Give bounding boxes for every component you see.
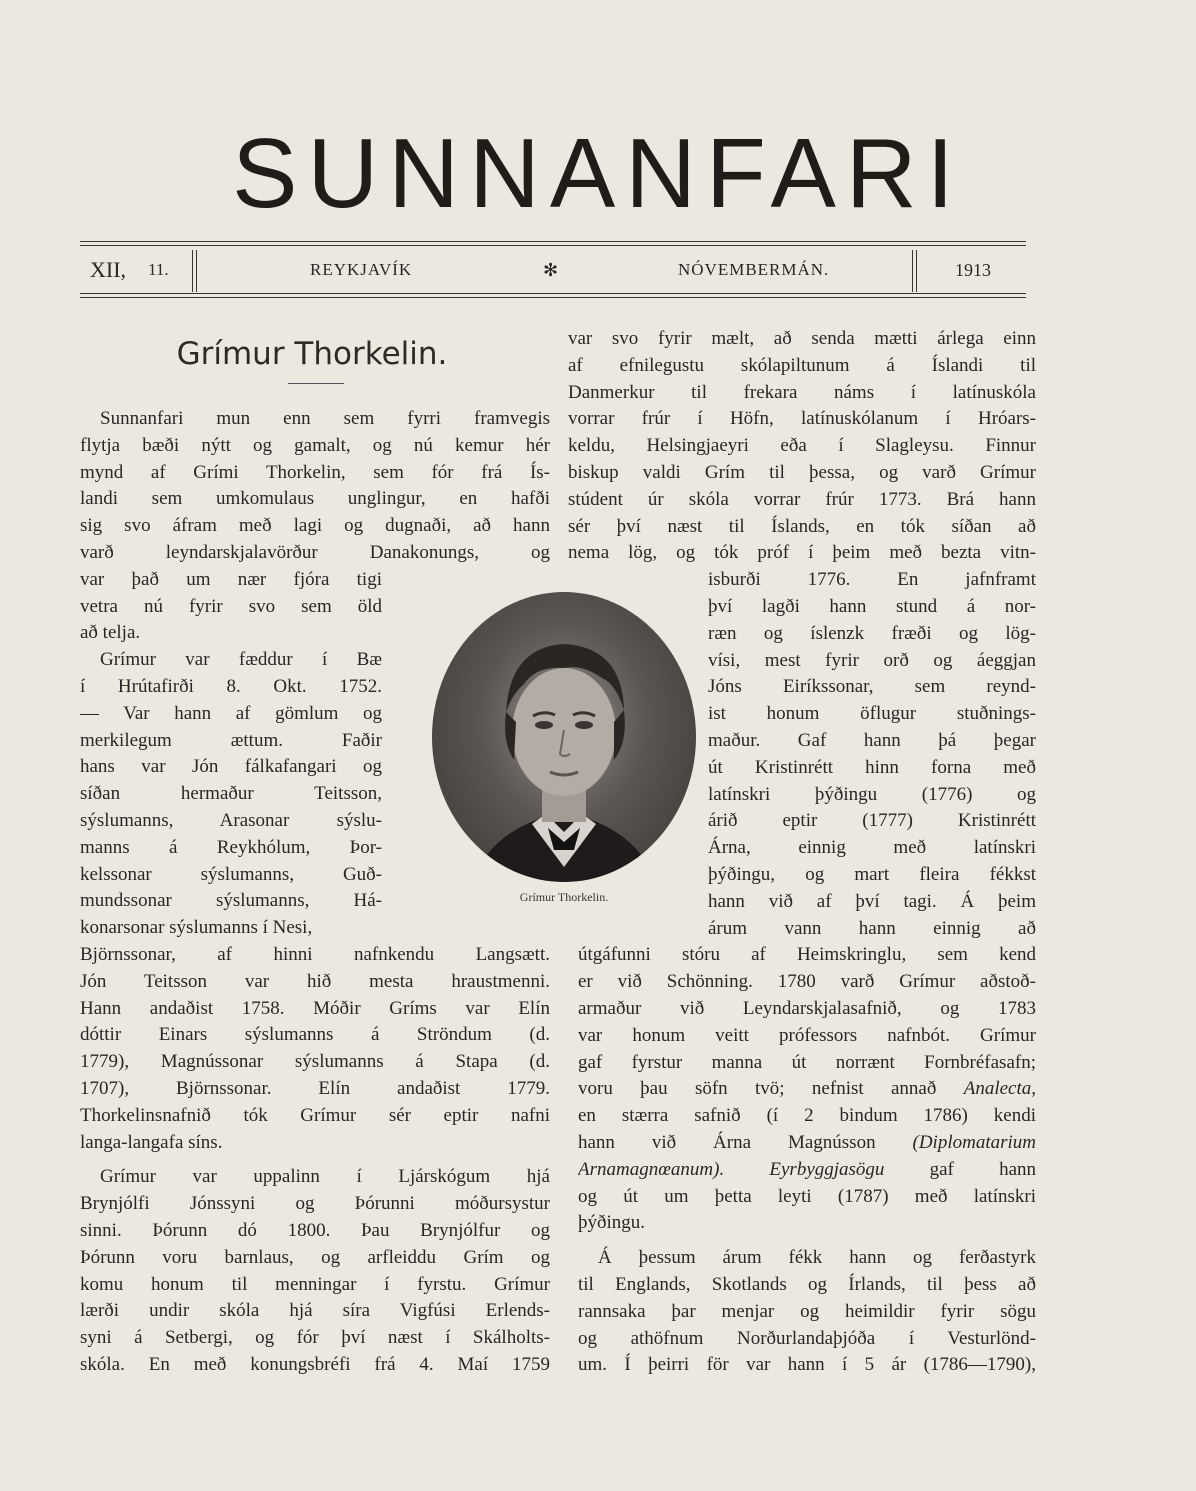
text-line: að telja. [80, 622, 141, 644]
text-line: landi sem umkomulaus unglingur, en hafði [80, 488, 550, 510]
header-month: NÓVEMBERMÁN. [678, 260, 830, 279]
text-line: árið eptir (1777) Kristinrétt [708, 810, 1036, 832]
text-line: kelssonar sýslumanns, Guð- [80, 863, 382, 885]
text-line: isburði 1776. En jafnframt [708, 569, 1036, 591]
header-year: 1913 [955, 260, 991, 280]
text-line: flytja bæði nýtt og gamalt, og nú kemur hér [80, 434, 550, 456]
text-line: varð leyndarskjalavörður Danakonungs, og [80, 542, 550, 563]
text-line: vetra nú fyrir svo sem öld [80, 595, 382, 617]
text-line: Árna, einnig með latínskri [708, 837, 1036, 859]
text-line: Jón Teitsson var hið mesta hraustmenni. [80, 970, 550, 992]
text-line: var svo fyrir mælt, að senda mætti árlega einn [568, 328, 1036, 349]
text-line: Hann andaðist 1758. Móðir Gríms var Elín [80, 997, 550, 1019]
text-line: stúdent úr skóla vorrar frúr 1773. Brá hann [568, 488, 1036, 510]
header-divider [912, 250, 913, 292]
masthead: SUNNANFARI [232, 118, 964, 228]
text-line: og athöfnum Norðurlandaþjóða í Vesturlönd- [578, 1327, 1036, 1349]
text-line: 1707), Björnssonar. Elín andaðist 1779. [80, 1078, 550, 1099]
italic-title: Arnamagnœanum). [578, 1158, 725, 1180]
title-separator [288, 383, 344, 384]
text-line: til Englands, Skotlands og Írlands, til þess að [578, 1274, 1036, 1295]
header-divider [196, 250, 197, 292]
italic-title: Eyrbyggjasögu [769, 1158, 885, 1180]
header-star: ✻ [543, 260, 559, 280]
text-line: þýðingu, og mart fleira fékkst [708, 864, 1036, 885]
text-line: 1779), Magnússonar sýslumanns á Stapa (d. [80, 1051, 550, 1073]
text-line: mundssonar sýslumanns, Há- [80, 890, 382, 912]
text-line: armaður við Leyndarskjalasafnið, og 1783 [578, 998, 1036, 1019]
text-line: keldu, Helsingjaeyri eða í Slagleysu. Finnur [568, 435, 1036, 457]
text-span: voru þau söfn tvö; nefnist annað [578, 1078, 937, 1100]
text-line: manns á Reykhólum, Þor- [80, 836, 382, 858]
text-line: dóttir Einars sýslumanns á Ströndum (d. [80, 1024, 550, 1046]
text-line [578, 1157, 1036, 1183]
text-line: um. Í þeirri för var hann í 5 ár (1786—1790), [578, 1354, 1036, 1376]
text-line: Jóns Eiríkssonar, sem reynd- [708, 676, 1036, 698]
text-line: síðan hermaður Teitsson, [80, 783, 382, 805]
text-line: árum vann hann einnig að [708, 917, 1036, 939]
text-line: gaf fyrstur manna út norrænt Fornbréfasafn; [578, 1051, 1036, 1073]
header-rule-bottom [80, 293, 1026, 294]
header-place: REYKJAVÍK [310, 260, 413, 279]
text-line: maður. Gaf hann þá þegar [708, 730, 1036, 751]
header-rule-top-inner [80, 245, 1026, 246]
text-line: því lagði hann stund á nor- [708, 596, 1036, 617]
text-line: lærði undir skóla hjá síra Vigfúsi Erlends- [80, 1300, 550, 1322]
text-line: Brynjólfi Jónssyni og Þórunni móðursystur [80, 1193, 550, 1215]
portrait-image [432, 592, 696, 882]
text-line: hans var Jón fálkafangari og [80, 756, 382, 778]
text-line: þýðingu. [578, 1212, 646, 1234]
text-line: langa-langafa síns. [80, 1131, 223, 1153]
text-line: Þórunn voru barnlaus, og arfleiddu Grím og [80, 1246, 550, 1268]
text-line: ist honum öflugur stuðnings- [708, 703, 1036, 725]
text-line: rannsaka þar menjar og heimildir fyrir sögu [578, 1300, 1036, 1322]
text-line [578, 1130, 1036, 1156]
article-title: Grímur Thorkelin. [176, 336, 448, 372]
text-line: syni á Setbergi, og fór því næst í Skálholts- [80, 1327, 550, 1349]
text-line: sig svo áfram með lagi og dugnaði, að hann [80, 515, 550, 537]
text-line: í Hrútafirði 8. Okt. 1752. [80, 676, 382, 697]
text-line: konarsonar sýslumanns í Nesi, [80, 917, 313, 939]
text-line: vísi, mest fyrir orð og áeggjan [708, 649, 1036, 671]
text-line: útgáfunni stóru af Heimskringlu, sem kend [578, 944, 1036, 966]
text-span: gaf hann [929, 1158, 1036, 1180]
text-line: — Var hann af gömlum og [80, 702, 382, 724]
text-line: Sunnanfari mun enn sem fyrri framvegis [100, 408, 550, 429]
text-line: sinni. Þórunn dó 1800. Þau Brynjólfur og [80, 1220, 550, 1241]
text-line: Á þessum árum fékk hann og ferðastyrk [598, 1247, 1036, 1269]
header-number: 11. [148, 260, 169, 279]
text-line: var það um nær fjóra tigi [80, 568, 382, 590]
portrait-caption: Grímur Thorkelin. [519, 890, 609, 904]
header-volume: XII, [90, 257, 127, 282]
text-line: var honum veitt prófessors nafnbót. Grímur [578, 1024, 1036, 1046]
text-line: sýslumanns, Arasonar sýslu- [80, 810, 382, 831]
text-line: latínskri þýðingu (1776) og [708, 783, 1036, 805]
italic-title: (Diplomatarium [912, 1132, 1036, 1153]
text-line: Grímur var fæddur í Bæ [100, 649, 382, 671]
text-line: komu honum til menningar í fyrstu. Grímur [80, 1273, 550, 1295]
text-line: hann við af því tagi. Á þeim [708, 890, 1036, 912]
text-line: biskup valdi Grím til þessa, og varð Grímur [568, 462, 1036, 483]
header-divider [916, 250, 917, 292]
text-line: merkilegum ættum. Faðir [80, 729, 382, 751]
text-line: Thorkelinsnafnið tók Grímur sér eptir nafni [80, 1104, 550, 1126]
text-line: ræn og íslenzk fræði og lög- [708, 622, 1036, 644]
text-line: er við Schönning. 1780 varð Grímur aðstoð- [578, 971, 1036, 993]
text-line: af efnilegustu skólapiltunum á Íslandi til [568, 354, 1036, 376]
text-line: Grímur var uppalinn í Ljárskógum hjá [100, 1166, 550, 1188]
header-rule-top [80, 241, 1026, 242]
header-divider [192, 250, 193, 292]
text-span: hann við Árna Magnússon [578, 1132, 876, 1153]
text-line: mynd af Grími Thorkelin, sem fór frá Ís- [80, 461, 550, 483]
text-line: nema lög, og tók próf í þeim með bezta vitn- [568, 542, 1036, 564]
text-line: og út um þetta leyti (1787) með latínskri [578, 1185, 1036, 1207]
text-line [578, 1076, 1036, 1102]
text-line: sér því næst til Íslands, en tók síðan að [568, 515, 1036, 537]
text-line: út Kristinrétt hinn forna með [708, 756, 1036, 778]
text-line: Björnssonar, af hinni nafnkendu Langsætt. [80, 944, 550, 965]
text-line: skóla. En með konungsbréfi frá 4. Maí 1759 [80, 1354, 550, 1375]
text-line: Danmerkur til frekara náms í latínuskóla [568, 381, 1036, 403]
text-line: vorrar frúr í Höfn, latínuskólanum í Hróars- [568, 408, 1036, 430]
italic-title: Analecta, [963, 1078, 1036, 1100]
header-rule-bottom-inner [80, 297, 1026, 298]
text-line: en stærra safnið (í 2 bindum 1786) kendi [578, 1105, 1036, 1127]
